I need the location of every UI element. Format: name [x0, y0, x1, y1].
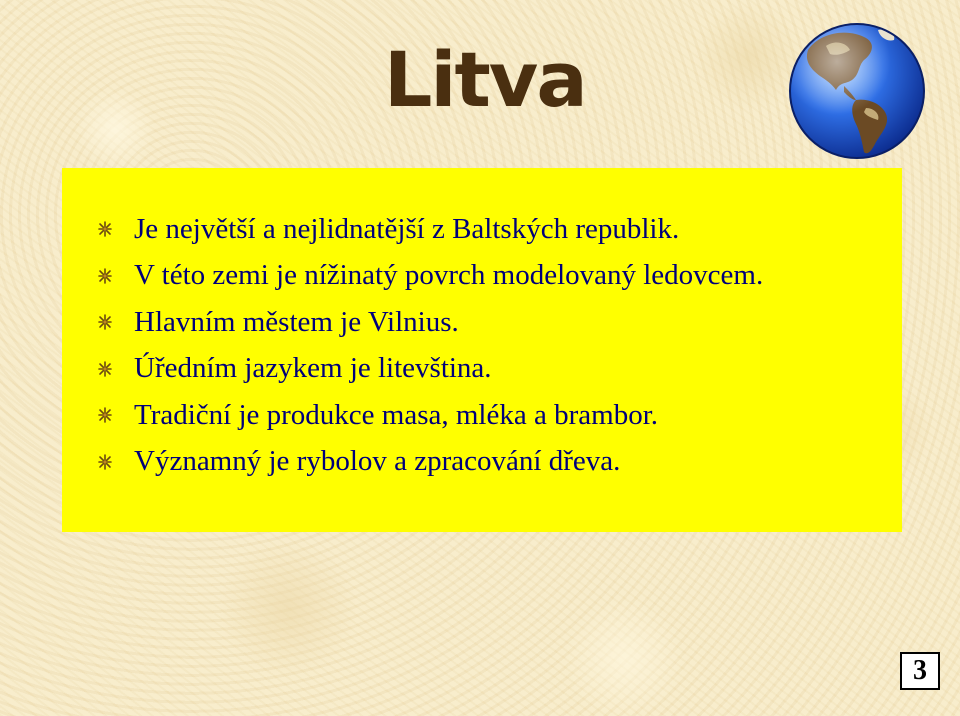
bullet-text: Tradiční je produkce masa, mléka a brambor. — [134, 398, 658, 431]
slide-title: Litva — [384, 35, 586, 124]
bullet-text: Je největší a nejlidnatější z Baltských republik. — [134, 212, 680, 245]
bullet-text: V této zemi je nížinatý povrch modelovaný ledovcem. — [134, 259, 764, 292]
asterisk-bullet-icon — [98, 221, 112, 237]
globe-icon — [786, 20, 928, 162]
asterisk-bullet-icon — [98, 454, 112, 470]
list-item — [98, 346, 763, 393]
content-box — [62, 168, 902, 532]
list-item — [98, 206, 763, 253]
asterisk-bullet-icon — [98, 268, 112, 284]
asterisk-bullet-icon — [98, 361, 112, 377]
asterisk-bullet-icon — [98, 407, 112, 423]
bullet-text: Úředním jazykem je litevština. — [134, 352, 492, 385]
list-item — [98, 392, 763, 439]
list-item — [98, 439, 763, 486]
bullet-text: Hlavním městem je Vilnius. — [134, 305, 459, 338]
page-number: 3 — [900, 652, 940, 690]
list-item — [98, 253, 763, 300]
bullet-text: Významný je rybolov a zpracování dřeva. — [134, 445, 621, 478]
list-item — [98, 299, 763, 346]
bullet-list — [98, 206, 763, 485]
asterisk-bullet-icon — [98, 314, 112, 330]
